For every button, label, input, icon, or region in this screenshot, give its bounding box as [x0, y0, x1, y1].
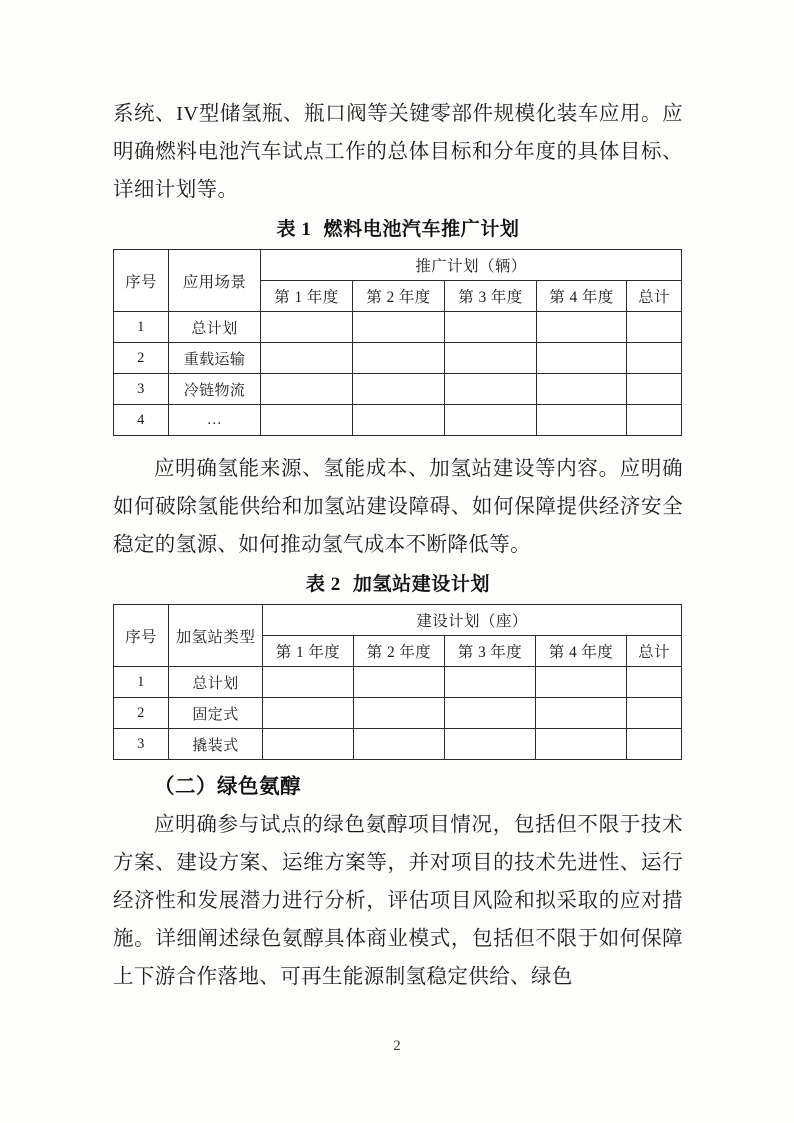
table1-header-year-1: 第 1 年度: [261, 281, 353, 312]
table2-row3-year4[interactable]: [536, 729, 627, 760]
table1-row2-year4[interactable]: [537, 343, 627, 374]
table2-row2-year3[interactable]: [445, 698, 536, 729]
table1-row2-index: 2: [114, 343, 169, 374]
table2-row1-year3[interactable]: [445, 667, 536, 698]
table-hydrogen-station-plan: [113, 604, 682, 760]
page-content: [113, 95, 683, 996]
paragraph-body-2: 应明确氢能来源、氢能成本、加氢站建设等内容。应明确如何破除氢能供给和加氢站建设障碍、如何保障提供经济安全稳定的氢源、如何推动氢气成本不断降低等。: [113, 458, 683, 556]
table1-header-year-4: 第 4 年度: [537, 281, 627, 312]
table1-row1-year3[interactable]: [445, 312, 537, 343]
table2-row1-label: 总计划: [169, 667, 263, 698]
table1-header-year-2: 第 2 年度: [353, 281, 445, 312]
table1-row1-year2[interactable]: [353, 312, 445, 343]
table2-row1-index: 1: [114, 667, 169, 698]
table2-header-group: 建设计划（座）: [263, 605, 682, 636]
table2-header-category: 加氢站类型: [169, 605, 263, 667]
table2-row3-index: 3: [114, 729, 169, 760]
table-row: [114, 729, 682, 760]
table1-caption-title: 燃料电池汽车推广计划: [323, 219, 520, 240]
table2-caption-title: 加氢站建设计划: [352, 574, 491, 595]
table1-header-index: 序号: [114, 250, 169, 312]
section-heading-green-ammonia-methanol: （二）绿色氨醇: [154, 776, 301, 798]
table1-row3-year3[interactable]: [445, 374, 537, 405]
table1-row1-total[interactable]: [627, 312, 682, 343]
table1-caption: [113, 215, 683, 245]
table1-row4-index: 4: [114, 405, 169, 436]
table2-header-year-1: 第 1 年度: [263, 636, 354, 667]
table1-header-total: 总计: [627, 281, 682, 312]
table2-caption: [113, 570, 683, 600]
table2-header-index: 序号: [114, 605, 169, 667]
table2-row1-total[interactable]: [627, 667, 682, 698]
table1-row3-year2[interactable]: [353, 374, 445, 405]
table1-row4-year1[interactable]: [261, 405, 353, 436]
table1-row3-year1[interactable]: [261, 374, 353, 405]
table1-row4-year2[interactable]: [353, 405, 445, 436]
table-row: [114, 343, 682, 374]
table1-row4-total[interactable]: [627, 405, 682, 436]
table2-row3-year2[interactable]: [354, 729, 445, 760]
table1-row4-label: …: [169, 405, 261, 436]
table1-header-row-1: [114, 250, 682, 281]
table1-row3-year4[interactable]: [537, 374, 627, 405]
table2-row3-year1[interactable]: [263, 729, 354, 760]
table2-header-total: 总计: [627, 636, 682, 667]
table1-row2-year2[interactable]: [353, 343, 445, 374]
table1-row4-year3[interactable]: [445, 405, 537, 436]
table2-row3-year3[interactable]: [445, 729, 536, 760]
table2-row2-year2[interactable]: [354, 698, 445, 729]
table2-header-year-4: 第 4 年度: [536, 636, 627, 667]
table2-row1-year2[interactable]: [354, 667, 445, 698]
table2-caption-number: 表 2: [305, 574, 341, 595]
table1-row4-year4[interactable]: [537, 405, 627, 436]
page-number: 2: [393, 1038, 401, 1054]
table2-header-row-1: [114, 605, 682, 636]
table2-header-year-2: 第 2 年度: [354, 636, 445, 667]
table2-row1-year4[interactable]: [536, 667, 627, 698]
table1-row2-label: 重载运输: [169, 343, 261, 374]
paragraph-body-1: 系统、IV型储氢瓶、瓶口阀等关键零部件规模化装车应用。应明确燃料电池汽车试点工作的总体目标和分年度的具体目标、详细计划等。: [113, 103, 683, 201]
table1-header-year-3: 第 3 年度: [445, 281, 537, 312]
table1-row1-year1[interactable]: [261, 312, 353, 343]
table-row: [114, 698, 682, 729]
table-fuel-cell-vehicle-plan: [113, 249, 682, 436]
table1-row2-year3[interactable]: [445, 343, 537, 374]
table1-row1-year4[interactable]: [537, 312, 627, 343]
table2-row3-label: 撬装式: [169, 729, 263, 760]
table2-row1-year1[interactable]: [263, 667, 354, 698]
table2-row2-index: 2: [114, 698, 169, 729]
table2-row3-total[interactable]: [627, 729, 682, 760]
table1-header-category: 应用场景: [169, 250, 261, 312]
table-row: [114, 667, 682, 698]
table-row: [114, 405, 682, 436]
table1-header-group: 推广计划（辆）: [261, 250, 682, 281]
table1-row3-total[interactable]: [627, 374, 682, 405]
table2-row2-total[interactable]: [627, 698, 682, 729]
table-row: [114, 312, 682, 343]
table1-row3-index: 3: [114, 374, 169, 405]
table2-row2-year4[interactable]: [536, 698, 627, 729]
table1-row2-total[interactable]: [627, 343, 682, 374]
table1-row1-index: 1: [114, 312, 169, 343]
paragraph-body-3: 应明确参与试点的绿色氨醇项目情况，包括但不限于技术方案、建设方案、运维方案等，并对项目的技术先进性、运行经济性和发展潜力进行分析，评估项目风险和拟采取的应对措施。详细阐述绿色氨醇具体商业模式，包括但不限于如何保障上下游合作落地、可再生能源制氢稳定供给、绿色: [113, 814, 683, 988]
table-row: [114, 374, 682, 405]
table1-row2-year1[interactable]: [261, 343, 353, 374]
table2-row2-label: 固定式: [169, 698, 263, 729]
table1-caption-number: 表 1: [276, 219, 312, 240]
table1-row3-label: 冷链物流: [169, 374, 261, 405]
table2-header-year-3: 第 3 年度: [445, 636, 536, 667]
table2-row2-year1[interactable]: [263, 698, 354, 729]
table1-row1-label: 总计划: [169, 312, 261, 343]
